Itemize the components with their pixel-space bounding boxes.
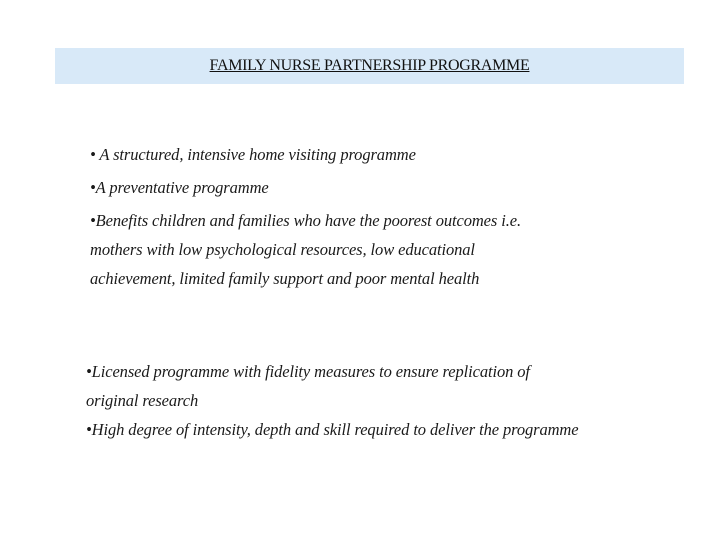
- bullet-preventative-programme: •A preventative programme: [90, 178, 269, 197]
- title-bar: [55, 48, 684, 84]
- bullet-intensity: •High degree of intensity, depth and skill required to deliver the programme: [86, 420, 579, 439]
- bullet-block-2: [86, 357, 706, 444]
- bullet-licensed-line-1: •Licensed programme with fidelity measures to ensure replication of: [86, 362, 530, 381]
- page-title: FAMILY NURSE PARTNERSHIP PROGRAMME: [209, 57, 530, 74]
- bullet-benefits-line-1: •Benefits children and families who have the poorest outcomes i.e.: [90, 211, 521, 230]
- bullet-licensed-line-2: original research: [86, 391, 199, 410]
- bullet-structured-programme: • A structured, intensive home visiting programme: [90, 145, 416, 164]
- bullet-block-1: [90, 140, 650, 293]
- bullet-benefits-line-3: achievement, limited family support and poor mental health: [90, 269, 480, 288]
- bullet-benefits-line-2: mothers with low psychological resources, low educational: [90, 240, 475, 259]
